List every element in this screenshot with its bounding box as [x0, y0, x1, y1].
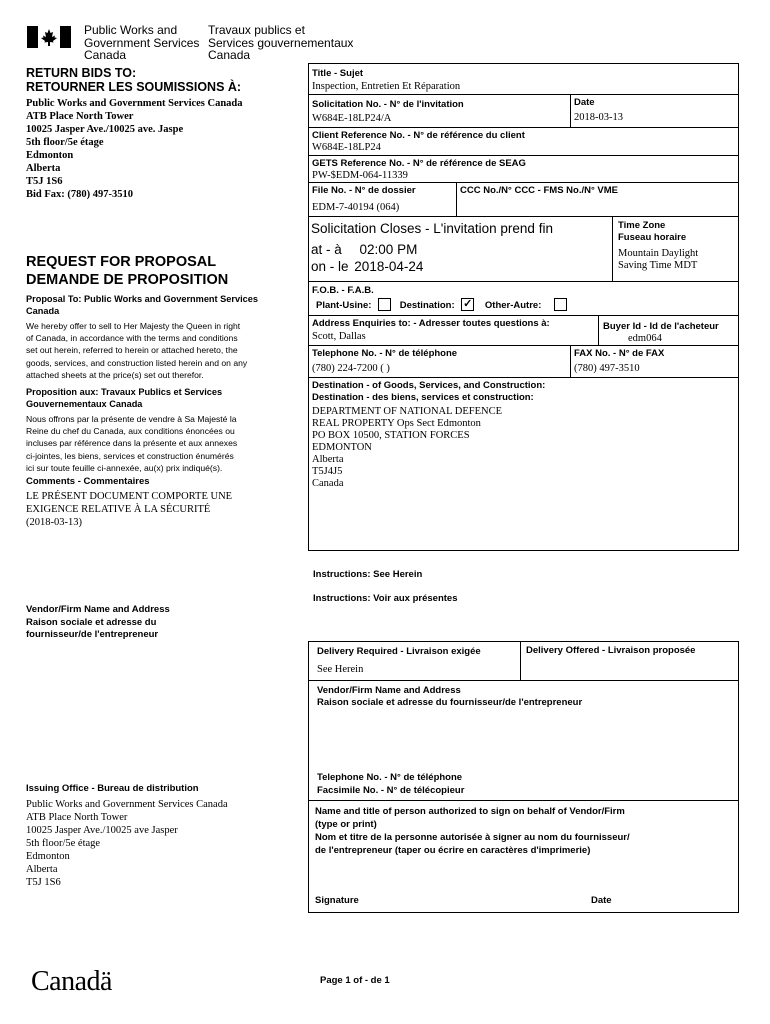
- issuing-office-label: Issuing Office - Bureau de distribution: [26, 783, 199, 794]
- instructions-english: Instructions: See Herein: [313, 569, 423, 580]
- vendor-facsimile-label: Facsimile No. - N° de télécopieur: [317, 785, 465, 796]
- destination-address: DEPARTMENT OF NATIONAL DEFENCE REAL PROPERTY Ops Sect Edmonton PO BOX 10500, STATION FORCES EDMONTON Alberta T5J4J5 Canada: [312, 406, 503, 489]
- ccc-number-label: CCC No./N° CCC - FMS No./N° VME: [460, 185, 619, 196]
- delivery-offered-label: Delivery Offered - Livraison proposée: [526, 645, 696, 656]
- department-name-french: Travaux publics et Services gouvernementaux Canada: [208, 23, 354, 62]
- solicitation-number-value: W684E-18LP24/A: [312, 113, 392, 124]
- proposal-to-text: We hereby offer to sell to Her Majesty the Queen in right of Canada, in accordance with the terms and conditions set out herein, referred to herein or attached hereto, the goods, services, and construction listed herein and on any attached sheets at the price(s) set out therefor.: [26, 321, 248, 380]
- delivery-required-value: See Herein: [317, 664, 364, 675]
- other-label: Other-Autre:: [484, 300, 542, 312]
- proposition-text: Nous offrons par la présente de vendre à Sa Majesté la Reine du chef du Canada, aux conditions énoncées ou incluses par référence dans la présente et aux annexes ci-jointes, les biens, services et construction énumérés ici sur toute feuille ci-annexée, au(x) prix indiqué(s).: [26, 414, 238, 473]
- issuing-office-address: Public Works and Government Services Canada ATB Place North Tower 10025 Jasper Ave./10025 ave Jasper 5th floor/5e étage Edmonton Alberta T5J 1S6: [26, 799, 228, 888]
- destination-label: Destination:: [399, 300, 455, 312]
- solicitation-closes-label: Solicitation Closes - L'invitation prend fin: [311, 221, 553, 236]
- proposition-label: Proposition aux: Travaux Publics et Services Gouvernementaux Canada: [26, 387, 223, 409]
- client-reference-value: W684E-18LP24: [312, 142, 381, 153]
- gets-reference-value: PW-$EDM-064-11339: [312, 170, 408, 181]
- signature-date-label: Date: [591, 895, 612, 906]
- at-label: at - à: [311, 242, 342, 257]
- destination-checkbox[interactable]: [461, 298, 474, 311]
- destination-goods-label: Destination - of Goods, Services, and Construction: Destination - des biens, services et construction:: [312, 380, 546, 403]
- telephone-value: (780) 224-7200 ( ): [312, 363, 390, 374]
- date-value: 2018-03-13: [574, 112, 623, 123]
- time-zone-label: Time Zone Fuseau horaire: [618, 220, 687, 243]
- signature-label: Signature: [315, 895, 359, 906]
- closing-time: [311, 242, 417, 258]
- client-reference-label: Client Reference No. - N° de référence du client: [312, 130, 525, 141]
- other-checkbox[interactable]: [554, 298, 567, 311]
- fob-label: F.O.B. - F.A.B.: [312, 285, 374, 296]
- authorized-signatory-label: Name and title of person authorized to sign on behalf of Vendor/Firm (type or print) Nom et titre de la personne autorisée à signer au nom du fournisseur/ de l'entrepreneur (taper ou écrire en caractères d'imprimerie): [315, 806, 630, 856]
- address-enquiries-value: Scott, Dallas: [312, 331, 366, 342]
- rfp-title: REQUEST FOR PROPOSAL DEMANDE DE PROPOSITION: [26, 254, 229, 288]
- buyer-id-value: edm064: [628, 333, 662, 344]
- date-label: Date: [574, 97, 595, 108]
- government-flag-logo: [27, 26, 71, 48]
- instructions-french: Instructions: Voir aux présentes: [313, 593, 458, 604]
- gets-reference-label: GETS Reference No. - N° de référence de SEAG: [312, 158, 526, 169]
- vendor-contact-labels: [317, 771, 464, 797]
- on-label: on - le: [311, 259, 349, 274]
- vendor-telephone-label: Telephone No. - N° de téléphone: [317, 772, 463, 783]
- vendor-firm-label: Vendor/Firm Name and Address Raison sociale et adresse du fournisseur/de l'entrepreneur: [317, 685, 583, 708]
- fob-options: [316, 299, 571, 312]
- closing-date: [311, 259, 423, 275]
- address-enquiries-label: Address Enquiries to: - Adresser toutes questions à:: [312, 318, 550, 329]
- solicitation-number-label: Solicitation No. - N° de l'invitation: [312, 99, 464, 110]
- department-name-english: Public Works and Government Services Canada: [84, 23, 200, 62]
- proposal-to-label: Proposal To: Public Works and Government Services Canada: [26, 294, 258, 316]
- delivery-required-label: Delivery Required - Livraison exigée: [317, 646, 481, 657]
- on-value: 2018-04-24: [354, 259, 424, 274]
- time-zone-value: Mountain Daylight Saving Time MDT: [618, 248, 699, 271]
- return-bids-address: Public Works and Government Services Canada ATB Place North Tower 10025 Jasper Ave./10025 ave. Jaspe 5th floor/5e étage Edmonton Alberta T5J 1S6 Bid Fax: (780) 497-3510: [26, 98, 243, 200]
- return-bids-heading: RETURN BIDS TO: RETOURNER LES SOUMISSIONS À:: [26, 66, 242, 94]
- checkmark-icon: ✓: [463, 298, 473, 310]
- at-value: 02:00 PM: [359, 242, 418, 257]
- file-number-label: File No. - N° de dossier: [312, 185, 416, 196]
- title-label: Title - Sujet: [312, 68, 364, 79]
- plant-label: Plant-Usine:: [316, 300, 372, 312]
- comments-label: Comments - Commentaires: [26, 476, 150, 487]
- comments-text: LE PRÉSENT DOCUMENT COMPORTE UNE EXIGENCE RELATIVE À LA SÉCURITÉ (2018-03-13): [26, 491, 233, 528]
- fax-value: (780) 497-3510: [574, 363, 640, 374]
- buyer-id-label: Buyer Id - Id de l'acheteur: [603, 321, 719, 332]
- fax-label: FAX No. - N° de FAX: [574, 348, 665, 359]
- file-number-value: EDM-7-40194 (064): [312, 202, 400, 213]
- vendor-firm-label-left: Vendor/Firm Name and Address Raison sociale et adresse du fournisseur/de l'entrepreneur: [26, 604, 170, 640]
- plant-checkbox[interactable]: [378, 298, 391, 311]
- page-number: Page 1 of - de 1: [320, 975, 390, 986]
- telephone-label: Telephone No. - N° de téléphone: [312, 348, 458, 359]
- title-value: Inspection, Entretien Et Réparation: [312, 81, 461, 92]
- canada-wordmark: Canadä: [31, 966, 112, 997]
